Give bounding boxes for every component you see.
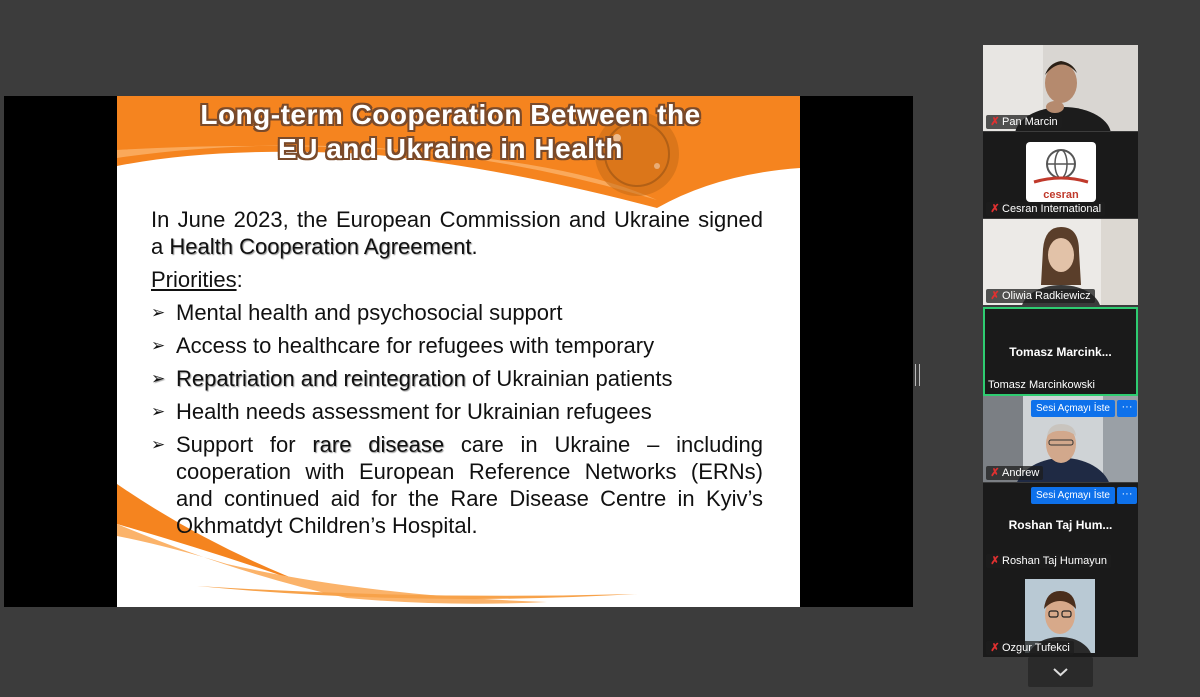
participant-name-tag: ✗ Andrew xyxy=(986,466,1043,480)
more-options-button[interactable]: ··· xyxy=(1117,487,1137,504)
mic-muted-icon: ✗ xyxy=(990,555,1000,567)
participant-tile[interactable] xyxy=(983,45,1138,131)
list-item: ➢ Access to healthcare for refugees with temporary xyxy=(151,333,655,358)
resize-handle[interactable] xyxy=(915,364,920,386)
mic-muted-icon: ✗ xyxy=(990,642,1000,654)
list-item: ➢ Mental health and psychosocial support xyxy=(151,300,563,325)
list-item: ➢ Repatriation and reintegration of Ukrainian patients xyxy=(151,366,673,391)
arrow-bullet-icon: ➢ xyxy=(151,435,166,454)
request-unmute-button[interactable]: Sesi Açmayı İste xyxy=(1031,400,1115,417)
mic-muted-icon: ✗ xyxy=(990,116,1000,128)
agreement-highlight: Health Cooperation Agreement xyxy=(169,234,472,259)
participant-name-tag: ✗ Ozgur Tufekci xyxy=(986,641,1074,655)
arrow-bullet-icon: ➢ xyxy=(151,336,166,355)
list-item: ➢ Support for rare disease care in Ukraine – including cooperation with European Reference Networks (ERNs) and continued aid for the Rare Disease Centre in Kyiv’s Okhmatdyt Children’s Hospital. xyxy=(151,432,763,538)
arrow-bullet-icon: ➢ xyxy=(151,303,166,322)
chevron-down-icon xyxy=(1028,657,1093,687)
priorities-label: Priorities xyxy=(151,267,237,292)
participant-tile[interactable] xyxy=(983,396,1138,482)
intro-paragraph: In June 2023, the European Commission and Ukraine signed a Health Cooperation Agreement. xyxy=(151,207,763,259)
mic-muted-icon: ✗ xyxy=(990,203,1000,215)
mic-muted-icon: ✗ xyxy=(990,467,1000,479)
more-options-button[interactable]: ··· xyxy=(1117,400,1137,417)
participant-name-tag: ✗ Pan Marcin xyxy=(986,115,1062,129)
arrow-bullet-icon: ➢ xyxy=(151,402,166,421)
participant-tile-active-speaker[interactable] xyxy=(983,307,1138,396)
arrow-bullet-icon: ➢ xyxy=(151,369,166,388)
participant-tile[interactable] xyxy=(983,132,1138,218)
list-item: ➢ Health needs assessment for Ukrainian refugees xyxy=(151,399,652,424)
participant-tile[interactable] xyxy=(983,570,1138,657)
slide-title: Long-term Cooperation Between the EU and Ukraine in Health xyxy=(200,99,701,164)
participant-display-name: Tomasz Marcink... xyxy=(1009,345,1112,359)
participant-name-tag: Tomasz Marcinkowski xyxy=(988,379,1095,391)
priorities-list xyxy=(151,299,763,539)
participant-tile[interactable] xyxy=(983,219,1138,305)
participant-name-tag: ✗ Oliwia Radkiewicz xyxy=(986,289,1095,303)
participant-display-name: Roshan Taj Hum... xyxy=(1008,518,1113,532)
scroll-down-button[interactable] xyxy=(1028,657,1093,687)
presentation-slide xyxy=(117,96,800,607)
mic-muted-icon: ✗ xyxy=(990,290,1000,302)
request-unmute-button[interactable]: Sesi Açmayı İste xyxy=(1031,487,1115,504)
participant-tile[interactable] xyxy=(983,483,1138,570)
participant-name-tag: ✗ Cesran International xyxy=(986,202,1105,216)
cesran-logo-text: cesran xyxy=(1043,189,1079,201)
slide-body: In June 2023, the European Commission and Ukraine signed a Health Cooperation Agreement. Priorities: ➢ Mental health and psychosocial support ➢ Access to healthcare for refugees with temporary ➢ Repatriation and reintegration of Ukrainian patients ➢ Health needs assessment for Ukrainian refugees ➢ Support for rare disease care in Ukraine – including cooperation with European Reference Networks (ERNs) and continued aid for the Rare Disease Centre in Kyiv’s Okhmatdyt Children’s Hospital. xyxy=(151,207,763,538)
participant-name-tag: ✗ Roshan Taj Humayun xyxy=(986,554,1111,568)
